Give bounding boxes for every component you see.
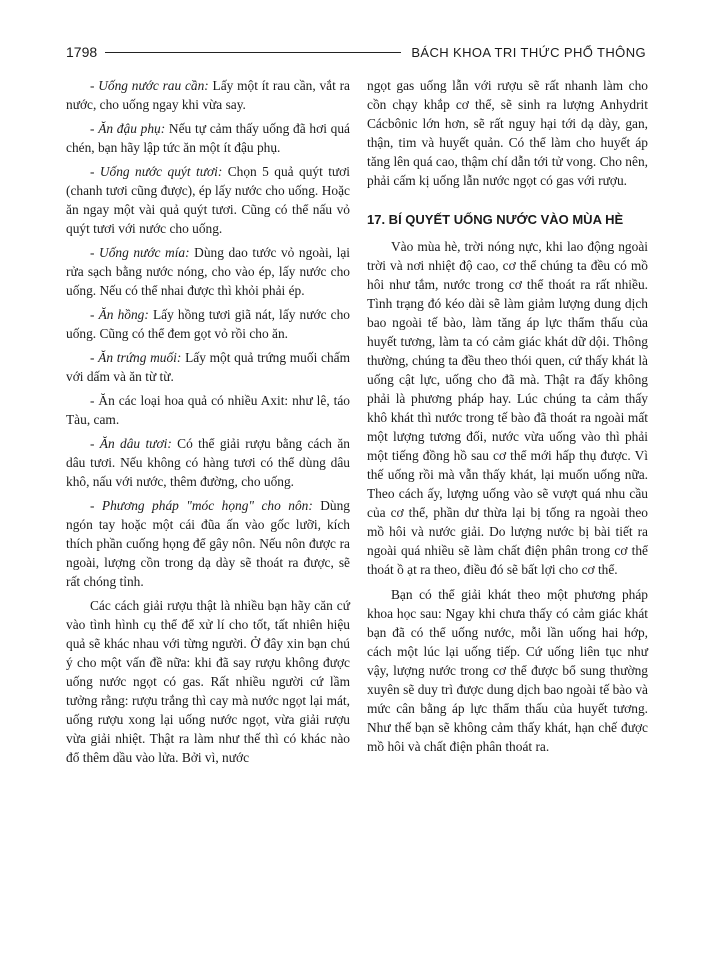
remedy-text: Lấy hồng tươi giã nát, lấy nước cho uống. Cũng có thể đem gọt vỏ rồi cho ăn. (66, 307, 350, 341)
right-column (367, 76, 648, 762)
paragraph (66, 162, 350, 238)
remedy-text: Lấy một quả trứng muối chấm với dấm và ăn từ từ. (66, 350, 350, 384)
remedy-term: - Uống nước rau cần: (90, 78, 209, 93)
remedy-text: Có thể giải rượu bằng cách ăn dâu tươi. Nếu không có hàng tươi có thể dùng dâu khô, nấu với nước, thêm đường, cho uống. (66, 436, 350, 489)
header-rule (105, 52, 401, 53)
remedy-text: Nếu tự cảm thấy uống đã hơi quá chén, bạn hãy lập tức ăn một ít đậu phụ. (66, 121, 350, 155)
paragraph: Bạn có thể giải khát theo một phương pháp khoa học sau: Ngay khi chưa thấy có cảm giác khát bạn đã có thể uống nước, mỗi lần uống hai hớp, cách một lúc lại uống tiếp. Cứ uống liên tục như vậy, lượng nước trong cơ thể được bổ sung thường xuyên sẽ duy trì được dung dịch bao ngoài tế bào và mức cân bằng áp lực thẩm thấu của huyết tương. Như thế bạn sẽ không cảm thấy khát, hạn chế được mồ hôi và chất điện phân thoát ra. (367, 587, 648, 754)
remedy-term: - Phương pháp "móc họng" cho nôn: (90, 498, 313, 513)
remedy-text: Dùng dao tước vỏ ngoài, lại rửa sạch bằng nước nóng, cho vào ép, lấy nước cho uống. Nếu có thể nhai được thì khỏi phải ép. (66, 245, 350, 298)
paragraph (66, 348, 350, 386)
section-heading: 17. BÍ QUYẾT UỐNG NƯỚC VÀO MÙA HÈ (367, 212, 624, 227)
remedy-term: - Ăn đậu phụ: (90, 121, 166, 136)
left-column (66, 76, 350, 772)
paragraph (66, 305, 350, 343)
paragraph (66, 76, 350, 114)
remedy-term: - Uống nước quýt tươi: (90, 164, 223, 179)
paragraph: - Ăn các loại hoa quả có nhiều Axit: như lê, táo Tàu, cam. (66, 393, 350, 427)
book-title: BÁCH KHOA TRI THỨC PHỔ THÔNG (411, 44, 646, 60)
paragraph (66, 496, 350, 591)
paragraph: Các cách giải rượu thật là nhiều bạn hãy căn cứ vào tình hình cụ thể để xử lí cho tốt, tất nhiên hiệu quả sẽ khác nhau với từng người. Ở đây xin bạn chú ý cho một vấn đề nữa: khi đã say rượu không được uống nước ngọt có gas. Rất nhiều người cứ lầm tưởng rằng: rượu trắng thì cay mà nước ngọt lại mát, uống rượu xong lại uống nước ngọt, vừa giải rượu vừa giải nhiệt. Thật ra làm như thế thì có khác nào đổ thêm dầu vào lửa. Bởi vì, nước (66, 598, 350, 765)
paragraph (66, 434, 350, 491)
page-number: 1798 (66, 44, 98, 60)
remedy-text: Lấy một ít rau cần, vắt ra nước, cho uống ngay khi vừa say. (66, 78, 350, 112)
remedy-term: - Ăn dâu tươi: (90, 436, 172, 451)
remedy-text: Dùng ngón tay hoặc một cái đũa ấn vào gốc lưỡi, kích thích phần cuống họng để gây nôn. Nếu nôn được ra ngoài, lượng cồn trong dạ dày sẽ thoát ra được, sẽ rất chóng tỉnh. (66, 498, 350, 589)
remedy-text: Chọn 5 quả quýt tươi (chanh tươi cũng được), ép lấy nước cho uống. Hoặc ăn ngay một vài quả quýt tươi. Cũng có thể nấu vỏ quýt tươi với nước cho uống. (66, 164, 350, 236)
remedy-term: - Ăn trứng muối: (90, 350, 182, 365)
paragraph: ngọt gas uống lẫn với rượu sẽ rất nhanh làm cho cồn chạy khắp cơ thể, sẽ sinh ra lượng Anhydrit Cácbônic lớn hơn, sẽ rất nguy hại tới dạ dày, gan, thận, tim và huyết quản. Có thể làm cho huyết áp tăng lên quá cao, thậm chí dẫn tới tử vong. Cho nên, phải cấm kị uống lẫn nước ngọt có gas với rượu. (367, 78, 648, 188)
paragraph (66, 243, 350, 300)
paragraph: Vào mùa hè, trời nóng nực, khi lao động ngoài trời và nơi nhiệt độ cao, cơ thể chúng ta đều có mồ hôi như tắm, nước trong cơ thể thoát ra rất nhiều. Tình trạng đó kéo dài sẽ làm giảm lượng dung dịch bao ngoài tế bào, làm tăng áp lực thẩm thấu của huyết tương, làm ta có cảm giác khát dữ dội. Thông thường, chúng ta đều theo thói quen, cứ thấy khát là uống cật lực, uống cho đã mà. Thật ra đấy không phải là phương pháp hay. Lúc chúng ta cảm thấy khô khát thì nước trong tế bào đã thoát ra ngoài mất một lượng tương đối, nước vừa uống vào thì phải một tiếng đồng hồ sau cơ thể mới hấp thụ được. Vì thế uống rồi mà vẫn thấy khát, lại muốn uống nữa. Theo cách ấy, lượng uống vào sẽ vượt quá nhu cầu của cơ thể, phần dư thừa lại bị tống ra ngoài theo mồ hôi và nước giải. Do lượng nước bị bài tiết ra ngoài quá nhiều sẽ làm chất điện phân trong cơ thể thoát ồ ạt ra theo, điều đó sẽ bất lợi cho cơ thể. (367, 239, 648, 577)
remedy-term: - Ăn hồng: (90, 307, 149, 322)
page-header (66, 40, 646, 64)
remedy-term: - Uống nước mía: (90, 245, 190, 260)
paragraph (66, 119, 350, 157)
